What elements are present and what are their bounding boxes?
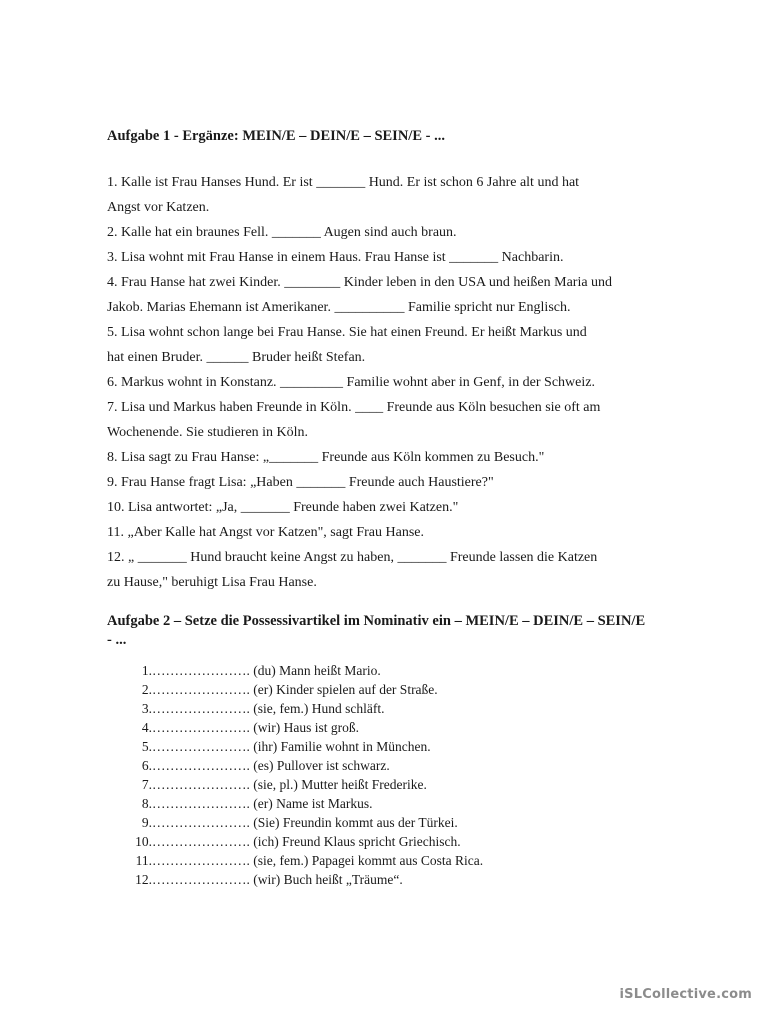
item-text: …………………. (er) Kinder spielen auf der Straße. xyxy=(152,682,438,697)
exercise-1-line: Wochenende. Sie studieren in Köln. xyxy=(107,425,309,440)
list-item xyxy=(128,851,688,870)
exercise-1-line: 8. Lisa sagt zu Frau Hanse: „_______ Freunde aus Köln kommen zu Besuch." xyxy=(107,450,545,465)
exercise-1-line: zu Hause," beruhigt Lisa Frau Hanse. xyxy=(107,575,317,590)
item-text: …………………. (ich) Freund Klaus spricht Griechisch. xyxy=(152,834,461,849)
item-number: 8. xyxy=(141,796,152,811)
item-number: 12. xyxy=(135,872,152,887)
list-item xyxy=(128,661,688,680)
exercise-1-line: 6. Markus wohnt in Konstanz. _________ Familie wohnt aber in Genf, in der Schweiz. xyxy=(107,375,595,390)
item-number: 2. xyxy=(141,682,152,697)
item-text: …………………. (Sie) Freundin kommt aus der Türkei. xyxy=(152,815,458,830)
list-item xyxy=(128,737,688,756)
list-item xyxy=(128,832,688,851)
exercise-1-line: hat einen Bruder. ______ Bruder heißt Stefan. xyxy=(107,350,366,365)
item-text: …………………. (sie, fem.) Papagei kommt aus Costa Rica. xyxy=(152,853,484,868)
item-number: 5. xyxy=(141,739,152,754)
item-text: …………………. (es) Pullover ist schwarz. xyxy=(152,758,390,773)
item-number: 7. xyxy=(141,777,152,792)
list-item xyxy=(128,756,688,775)
item-number: 11. xyxy=(135,853,152,868)
exercise-1-line: 11. „Aber Kalle hat Angst vor Katzen", sagt Frau Hanse. xyxy=(107,525,424,540)
item-number: 9. xyxy=(141,815,152,830)
exercise-1-text xyxy=(107,170,679,595)
item-text: …………………. (wir) Buch heißt „Träume“. xyxy=(152,872,403,887)
item-text: …………………. (du) Mann heißt Mario. xyxy=(152,663,381,678)
exercise-1-line: 3. Lisa wohnt mit Frau Hanse in einem Haus. Frau Hanse ist _______ Nachbarin. xyxy=(107,250,564,265)
item-text: …………………. (ihr) Familie wohnt in München. xyxy=(152,739,431,754)
item-number: 6. xyxy=(141,758,152,773)
watermark: iSLCollective.com xyxy=(619,987,752,1002)
exercise-1-line: 4. Frau Hanse hat zwei Kinder. ________ Kinder leben in den USA und heißen Maria und xyxy=(107,275,613,290)
exercise-1-line: 9. Frau Hanse fragt Lisa: „Haben _______ Freunde auch Haustiere?" xyxy=(107,475,494,490)
item-number: 3. xyxy=(141,701,152,716)
item-number: 4. xyxy=(141,720,152,735)
exercise-1-title: Aufgabe 1 - Ergänze: MEIN/E – DEIN/E – SEIN/E - ... xyxy=(107,128,445,144)
item-text: …………………. (sie, pl.) Mutter heißt Frederike. xyxy=(152,777,427,792)
exercise-2-title: Aufgabe 2 – Setze die Possessivartikel im Nominativ ein – MEIN/E – DEIN/E – SEIN/E - ... xyxy=(107,613,646,648)
exercise-1-line: 12. „ _______ Hund braucht keine Angst zu haben, _______ Freunde lassen die Katzen xyxy=(107,550,598,565)
list-item xyxy=(128,870,688,889)
exercise-1-line: 2. Kalle hat ein braunes Fell. _______ Augen sind auch braun. xyxy=(107,225,457,240)
item-number: 1. xyxy=(141,663,152,678)
exercise-1-line: Angst vor Katzen. xyxy=(107,200,210,215)
list-item xyxy=(128,718,688,737)
exercise-2-list xyxy=(128,661,688,889)
item-number: 10. xyxy=(135,834,152,849)
list-item xyxy=(128,775,688,794)
item-text: …………………. (sie, fem.) Hund schläft. xyxy=(152,701,385,716)
exercise-1-line: Jakob. Marias Ehemann ist Amerikaner. __________ Familie spricht nur Englisch. xyxy=(107,300,571,315)
list-item xyxy=(128,794,688,813)
exercise-1-line: 5. Lisa wohnt schon lange bei Frau Hanse. Sie hat einen Freund. Er heißt Markus und xyxy=(107,325,587,340)
item-text: …………………. (wir) Haus ist groß. xyxy=(152,720,359,735)
item-text: …………………. (er) Name ist Markus. xyxy=(152,796,373,811)
list-item xyxy=(128,680,688,699)
exercise-1-line: 7. Lisa und Markus haben Freunde in Köln. ____ Freunde aus Köln besuchen sie oft am xyxy=(107,400,601,415)
exercise-1-line: 10. Lisa antwortet: „Ja, _______ Freunde haben zwei Katzen." xyxy=(107,500,459,515)
exercise-1-line: 1. Kalle ist Frau Hanses Hund. Er ist _______ Hund. Er ist schon 6 Jahre alt und hat xyxy=(107,175,580,190)
list-item xyxy=(128,699,688,718)
list-item xyxy=(128,813,688,832)
